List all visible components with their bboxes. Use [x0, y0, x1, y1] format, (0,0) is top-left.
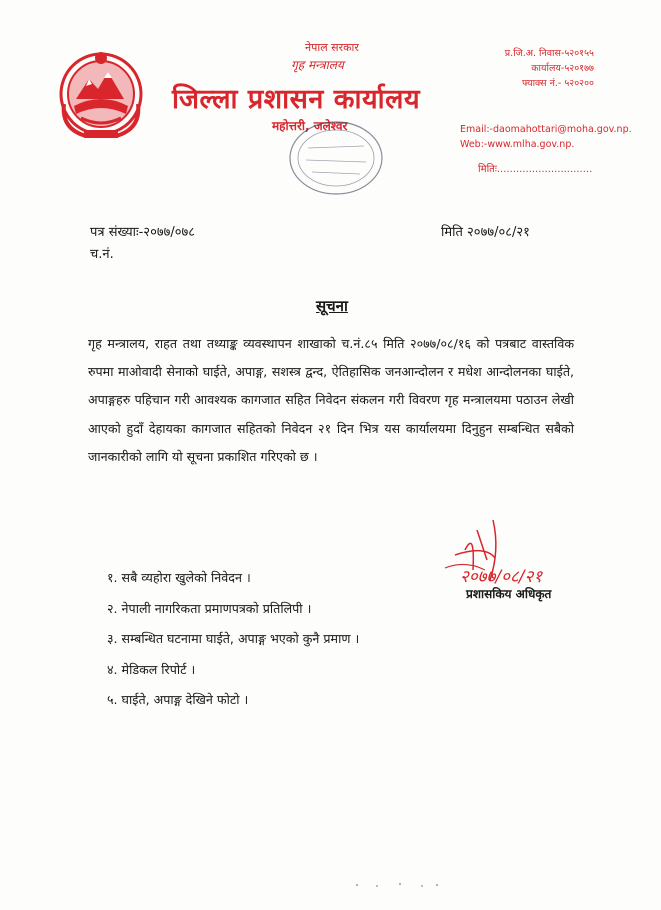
letterhead-date-field: मितिः.............................. [478, 164, 593, 175]
dispatch-number: च.नं. [90, 247, 114, 262]
scan-specks [352, 880, 442, 890]
signatory-title: प्रशासकिय अधिकृत [466, 587, 552, 601]
letter-number: पत्र संख्याः-२०७७/०७८ [90, 225, 196, 240]
contact-web [460, 122, 632, 152]
office-stamp [286, 118, 386, 198]
list-item: ३. सम्बन्धित घटनामा घाईते, अपाङ्ग भएको कुनै प्रमाण । [107, 631, 360, 646]
nepal-emblem-logo [56, 44, 146, 144]
contact-fax: फ्याक्स नं.- ५२०२०० [521, 78, 594, 89]
letter-date: मिति २०७७/०८/२१ [441, 225, 530, 240]
signature-date: २०७७/०८/२१ [460, 567, 543, 587]
required-documents-list [107, 569, 359, 722]
ministry-name: गृह मन्त्रालय [291, 58, 344, 72]
contact-office: कार्यालय-५२०१७७ [531, 63, 594, 74]
list-item: ४. मेडिकल रिपोर्ट । [107, 661, 196, 677]
office-name: जिल्ला प्रशासन कार्यालय [172, 84, 421, 115]
list-item: १. सबै व्यहोरा खुलेको निवेदन । [107, 570, 251, 585]
contact-residence: प्र.जि.अ. निवास-५२०१५५ [504, 48, 594, 59]
email-address: Email:-daomahottari@moha.gov.np. [460, 124, 632, 135]
office-location: महोत्तरी, जलेश्वर [272, 119, 348, 133]
list-item: २. नेपाली नागरिकता प्रमाणपत्रको प्रतिलिपी । [107, 600, 312, 616]
government-name: नेपाल सरकार [305, 41, 359, 54]
notice-title: सूचना [316, 297, 348, 315]
website-address: Web:-www.mlha.gov.np. [460, 139, 575, 150]
list-item: ५. घाईते, अपाङ्ग देखिने फोटो । [107, 692, 249, 707]
notice-body: गृह मन्त्रालय, राहत तथा तथ्याङ्क व्यवस्थापन शाखाको च.नं.८५ मिति २०७७/०८/१६ को पत्रबाट वास्तविक रुपमा माओवादी सेनाको घाईते, अपाङ्ग, सशस्त्र द्वन्द, ऐतिहासिक जनआन्दोलन र मधेश आन्दोलनका घाईते, अपाङ्गहरु पहिचान गरी आवश्यक कागजात सहित निवेदन संकलन गरी विवरण गृह मन्त्रालयमा पठाउन लेखी आएको हुदाँ देहायका कागजात सहितको निवेदन २१ दिन भित्र यस कार्यालयमा दिनुहुन सम्बन्धित सबैको जानकारीको लागि यो सूचना प्रकाशित गरिएको छ । [88, 336, 574, 464]
contact-numbers [498, 46, 594, 91]
